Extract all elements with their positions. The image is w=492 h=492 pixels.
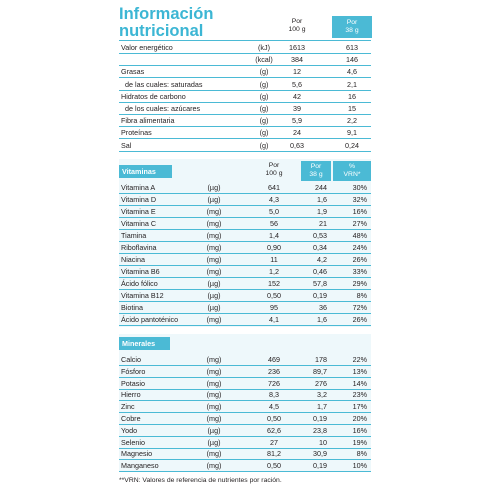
unit-cell: (µg)	[207, 303, 221, 312]
label-cell: Yodo	[121, 425, 138, 435]
per38-cell: 16	[348, 91, 356, 101]
per38-cell: 10	[319, 437, 327, 447]
table-row	[119, 460, 371, 472]
label-cell: Niacina	[121, 255, 145, 264]
per38-cell: 57,8	[313, 279, 327, 288]
label-cell: Sal	[121, 140, 132, 150]
vrn-cell: 14%	[352, 378, 367, 388]
table-row	[119, 389, 371, 401]
vrn-cell: 72%	[352, 303, 367, 312]
unit-cell: (mg)	[206, 255, 222, 264]
vrn-cell: 16%	[352, 425, 367, 435]
title-line-2: nutricional	[119, 22, 204, 40]
unit-cell: (mg)	[206, 243, 222, 252]
unit-cell: (g)	[259, 104, 269, 113]
vrn-cell: 24%	[352, 243, 367, 252]
vrn-cell: 16%	[352, 207, 367, 216]
label-cell: Manganeso	[121, 461, 159, 471]
per100-cell: 27	[270, 437, 278, 447]
per100-cell: 236	[268, 366, 280, 376]
table-row	[119, 290, 371, 302]
table-row	[119, 266, 371, 278]
unit-cell: (g)	[259, 128, 269, 138]
table-row	[119, 182, 371, 194]
label-cell: Hierro	[121, 390, 141, 400]
per100-cell: 0,90	[267, 243, 281, 252]
unit-cell: (µg)	[207, 195, 221, 204]
unit-cell: (mg)	[206, 267, 222, 276]
per38-cell: 276	[315, 378, 327, 388]
per100-cell: 1613	[289, 43, 305, 52]
vrn-cell: 26%	[352, 315, 367, 324]
label-cell: Vitamina B6	[121, 267, 160, 276]
unit-cell: (µg)	[207, 279, 221, 288]
table-row	[119, 378, 371, 390]
table-row	[119, 140, 371, 152]
vit-per38-l2: 38 g	[309, 171, 323, 178]
unit-cell: (kJ)	[258, 43, 270, 52]
per38-cell: 23,8	[313, 425, 327, 435]
label-cell: Valor energético	[121, 43, 173, 52]
per38-cell: 146	[346, 55, 358, 65]
per38-cell: 21	[319, 219, 327, 228]
per100-cell: 5,9	[292, 116, 302, 126]
per100-cell: 1,2	[269, 267, 279, 276]
label-cell: Calcio	[121, 355, 141, 364]
per38-header-line2: 38 g	[345, 27, 359, 34]
vrn-cell: 26%	[352, 255, 367, 264]
per38-cell: 613	[346, 43, 358, 52]
per38-cell: 0,19	[313, 291, 327, 300]
table-row	[119, 448, 371, 460]
vrn-cell: 8%	[356, 449, 367, 459]
table-row	[119, 66, 371, 78]
nutrition-top-rule	[119, 40, 371, 41]
table-row	[119, 437, 371, 449]
per38-cell: 36	[319, 303, 327, 312]
per38-cell: 1,7	[317, 402, 327, 412]
unit-cell: (kcal)	[255, 55, 273, 65]
per100-cell: 24	[293, 128, 301, 138]
unit-cell: (mg)	[206, 219, 222, 228]
row-separator	[119, 151, 371, 152]
unit-cell: (mg)	[206, 366, 222, 376]
label-cell: Fósforo	[121, 366, 146, 376]
per100-cell: 12	[293, 67, 301, 77]
table-row	[119, 115, 371, 127]
vit-per38-header	[301, 161, 331, 181]
per100-cell: 4,5	[269, 402, 279, 412]
unit-cell: (mg)	[206, 461, 222, 471]
vit-vrn-l1: %	[348, 163, 356, 170]
label-cell: Vitamina B12	[121, 291, 164, 300]
footnote: **VRN: Valores de referencia de nutrientes por ración.	[119, 477, 282, 484]
per100-cell: 0,50	[267, 414, 281, 423]
per100-cell: 8,3	[269, 390, 279, 400]
unit-cell: (mg)	[206, 414, 222, 423]
label-cell: Selenio	[121, 437, 145, 447]
unit-cell: (g)	[259, 91, 269, 101]
per38-cell: 1,6	[317, 195, 327, 204]
vit-per100-l1: Por	[268, 162, 280, 169]
per38-cell: 9,1	[347, 128, 357, 138]
vrn-cell: 33%	[352, 267, 367, 276]
vrn-cell: 10%	[352, 461, 367, 471]
per100-cell: 42	[293, 91, 301, 101]
per100-cell: 5,6	[292, 79, 302, 89]
table-row	[119, 302, 371, 314]
table-row	[119, 79, 371, 91]
unit-cell: (µg)	[207, 291, 221, 300]
per38-cell: 0,24	[345, 140, 359, 150]
table-row	[119, 42, 371, 54]
label-cell: Biotina	[121, 303, 143, 312]
per100-cell: 5,0	[269, 207, 279, 216]
vrn-cell: 17%	[352, 402, 367, 412]
table-row	[119, 54, 371, 66]
per100-cell: 0,63	[290, 140, 304, 150]
per38-cell: 178	[315, 355, 327, 364]
per100-cell: 469	[268, 355, 280, 364]
table-row	[119, 218, 371, 230]
table-row	[119, 103, 371, 115]
row-separator	[119, 471, 371, 472]
vit-per100-l2: 100 g	[265, 170, 283, 177]
per100-header	[280, 18, 314, 34]
unit-cell: (mg)	[206, 390, 222, 400]
unit-cell: (mg)	[206, 231, 222, 240]
vrn-cell: 32%	[352, 195, 367, 204]
vit-per100-header	[259, 162, 289, 178]
vrn-cell: 20%	[352, 414, 367, 423]
label-cell: de las cuales: saturadas	[125, 79, 203, 89]
label-cell: Fibra alimentaria	[121, 116, 175, 126]
unit-cell: (µg)	[207, 183, 221, 192]
vrn-cell: 19%	[352, 437, 367, 447]
minerals-title: Minerales	[119, 337, 170, 350]
unit-cell: (mg)	[206, 402, 222, 412]
vrn-cell: 22%	[352, 355, 367, 364]
per38-cell: 0,46	[313, 267, 327, 276]
vrn-cell: 13%	[352, 366, 367, 376]
per38-cell: 30,9	[313, 449, 327, 459]
per38-cell: 0,53	[313, 231, 327, 240]
per100-cell: 56	[270, 219, 278, 228]
label-cell: Vitamina C	[121, 219, 157, 228]
label-cell: Proteínas	[121, 128, 152, 138]
per38-cell: 2,1	[347, 79, 357, 89]
vrn-cell: 29%	[352, 279, 367, 288]
per100-cell: 81,2	[267, 449, 281, 459]
label-cell: de los cuales: azúcares	[125, 104, 201, 113]
vit-vrn-l2: VRN*	[343, 171, 361, 178]
table-row	[119, 425, 371, 437]
per38-cell: 89,7	[313, 366, 327, 376]
per100-cell: 726	[268, 378, 280, 388]
per38-cell: 4,2	[317, 255, 327, 264]
per38-cell: 1,9	[317, 207, 327, 216]
unit-cell: (µg)	[207, 437, 221, 447]
label-cell: Ácido pantoténico	[121, 315, 179, 324]
unit-cell: (mg)	[206, 449, 222, 459]
per38-header	[332, 16, 372, 38]
vit-vrn-header	[333, 161, 371, 181]
per38-cell: 0,19	[313, 461, 327, 471]
label-cell: Ácido fólico	[121, 279, 158, 288]
unit-cell: (g)	[259, 116, 269, 126]
label-cell: Grasas	[121, 67, 145, 77]
table-row	[119, 354, 371, 366]
label-cell: Magnesio	[121, 449, 153, 459]
per38-cell: 15	[348, 104, 356, 113]
per38-cell: 3,2	[317, 390, 327, 400]
vrn-cell: 8%	[356, 291, 367, 300]
per100-cell: 0,50	[267, 291, 281, 300]
unit-cell: (g)	[259, 140, 269, 150]
unit-cell: (g)	[259, 79, 269, 89]
per100-cell: 1,4	[269, 231, 279, 240]
label-cell: Vitamina A	[121, 183, 156, 192]
page-title	[119, 6, 213, 40]
label-cell: Vitamina E	[121, 207, 156, 216]
unit-cell: (µg)	[207, 425, 221, 435]
table-row	[119, 127, 371, 139]
per100-cell: 4,1	[269, 315, 279, 324]
vrn-cell: 27%	[352, 219, 367, 228]
per100-header-line2: 100 g	[288, 26, 306, 33]
per100-cell: 62,6	[267, 425, 281, 435]
title-line-1: Información	[119, 5, 214, 23]
per100-cell: 39	[293, 104, 301, 113]
table-row	[119, 254, 371, 266]
label-cell: Riboflavina	[121, 243, 157, 252]
per100-cell: 641	[268, 183, 280, 192]
table-row	[119, 314, 371, 326]
row-separator	[119, 325, 371, 326]
unit-cell: (mg)	[206, 378, 222, 388]
label-cell: Cobre	[121, 414, 141, 423]
per100-header-line1: Por	[291, 18, 303, 25]
vitamins-title: Vitaminas	[119, 165, 172, 178]
per100-cell: 11	[270, 255, 278, 264]
table-row	[119, 206, 371, 218]
vrn-cell: 23%	[352, 390, 367, 400]
table-row	[119, 278, 371, 290]
per100-cell: 4,3	[269, 195, 279, 204]
per38-header-line1: Por	[346, 19, 358, 26]
label-cell: Tiamina	[121, 231, 147, 240]
vit-per38-l1: Por	[310, 163, 322, 170]
table-row	[119, 230, 371, 242]
vrn-cell: 30%	[352, 183, 367, 192]
table-row	[119, 401, 371, 413]
label-cell: Hidratos de carbono	[121, 91, 186, 101]
per38-cell: 1,6	[317, 315, 327, 324]
unit-cell: (mg)	[206, 355, 222, 364]
table-row	[119, 91, 371, 103]
label-cell: Vitamina D	[121, 195, 157, 204]
per100-cell: 152	[268, 279, 280, 288]
per38-cell: 0,19	[313, 414, 327, 423]
label-cell: Zinc	[121, 402, 135, 412]
per38-cell: 244	[315, 183, 327, 192]
per38-cell: 2,2	[347, 116, 357, 126]
unit-cell: (mg)	[206, 207, 222, 216]
per38-cell: 0,34	[313, 243, 327, 252]
per38-cell: 4,6	[347, 67, 357, 77]
per100-cell: 95	[270, 303, 278, 312]
label-cell: Potasio	[121, 378, 145, 388]
vrn-cell: 48%	[352, 231, 367, 240]
per100-cell: 384	[291, 55, 303, 65]
table-row	[119, 194, 371, 206]
table-row	[119, 413, 371, 425]
unit-cell: (g)	[259, 67, 269, 77]
per100-cell: 0,50	[267, 461, 281, 471]
table-row	[119, 366, 371, 378]
unit-cell: (mg)	[206, 315, 222, 324]
table-row	[119, 242, 371, 254]
